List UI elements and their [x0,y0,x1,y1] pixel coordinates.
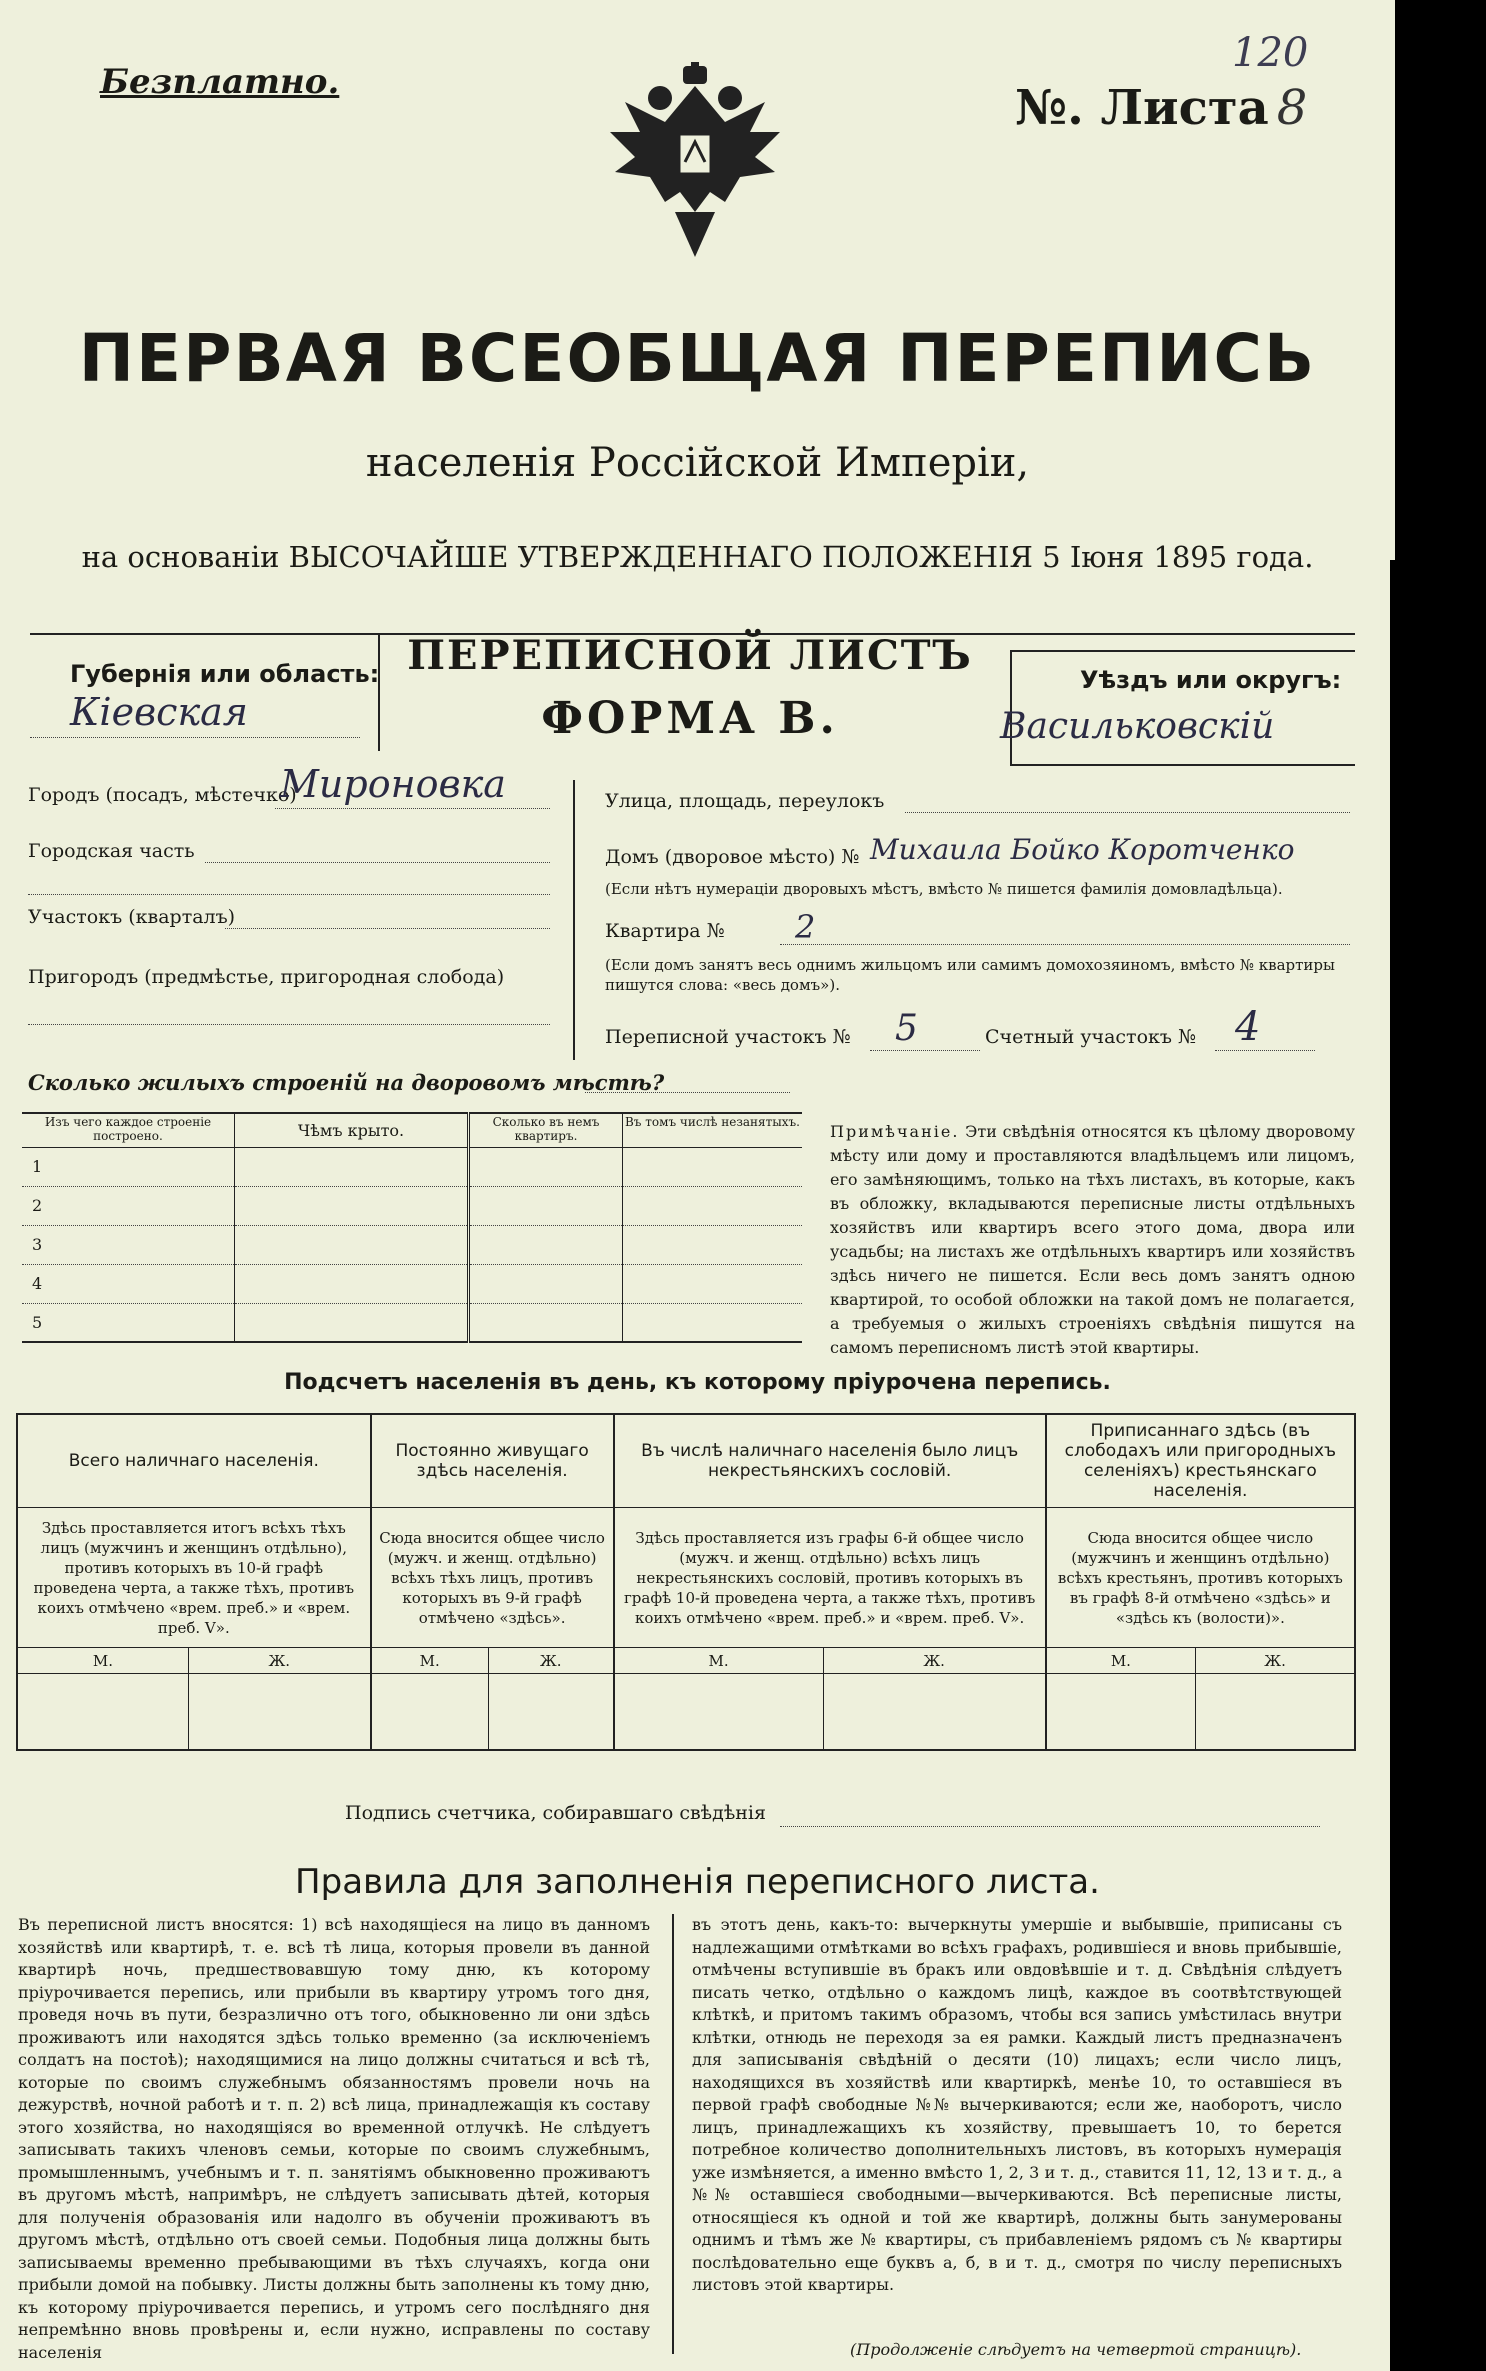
census-precinct-line [870,1050,980,1051]
city-part-label: Городская часть [28,840,195,862]
buildings-table [22,1112,802,1343]
signature-label: Подпись счетчика, собиравшаго свѣдѣнія [345,1802,766,1824]
rules-right-column: въ этотъ день, какъ-то: вычеркнуты умершіе и выбывшіе, приписаны съ надлежащими отмѣтками во всѣхъ графахъ, родившіеся и вновь прибывшіе, отмѣчены вступившіе въ бракъ или овдовѣвшіе и т. д. Свѣдѣнія слѣдуетъ писать четко, отдѣльно о каждомъ лицѣ, каждое въ соотвѣтствующей клѣткѣ, и притомъ такимъ образомъ, чтобы вся запись умѣстилась внутри клѣтки, отнюдь не переходя за ея рамки. Каждый листъ предназначенъ для записыванія свѣдѣній о десяти (10) лицахъ; если число лицъ, находящихся въ хозяйствѣ или квартиркѣ, менѣе 10, то оставшіеся въ первой графѣ свободные №№ вычеркиваются; если же, наоборотъ, число лицъ, принадлежащихъ къ хозяйству, превышаетъ 10, то берется потребное количество дополнительныхъ листовъ, въ которыхъ нумерація уже измѣняется, а именно вмѣсто 1, 2, 3 и т. д., ставится 11, 12, 13 и т. д., а №№ оставшіеся свободными—вычеркиваются. Всѣ переписные листы, относящіеся къ одной и той же квартирѣ, должны быть занумерованы однимъ и тѣмъ же № квартиры, съ прибавленіемъ рядомъ съ № квартиры послѣдовательно еще буквъ а, б, в и т. д., смотря по числу переписныхъ листовъ этой квартиры. [692,1915,1342,2294]
census-subtitle: населенія Россійской Имперіи, [365,440,1030,486]
buildings-row-number: 1 [22,1147,235,1186]
sheet-number [1015,80,1307,136]
census-title: ПЕРВАЯ ВСЕОБЩАЯ ПЕРЕПИСЬ [78,320,1317,397]
female-label: Ж. [188,1648,370,1674]
pop-col-nonpeasant-body: Здѣсь проставляется изъ графы 6-й общее число (мужч. и женщ. отдѣльно) всѣхъ лицъ некрестьянскихъ сословій, противъ которыхъ въ графѣ 10-й проведена черта, а также тѣхъ, противъ коихъ отмѣчено «врем. преб.» и «врем. преб. V». [614,1508,1046,1648]
buildings-col-vacant: Въ томъ числѣ незанятыхъ. [624,1115,800,1129]
divider [672,1914,674,2354]
buildings-note [830,1120,1355,1360]
rules-continued: (Продолженіе слѣдуетъ на четвертой страницѣ). [850,2340,1302,2359]
female-label: Ж. [488,1648,613,1674]
female-label: Ж. [1264,1651,1286,1670]
precinct-line [225,928,550,929]
district-label: Уѣздъ или округъ: [1080,666,1342,694]
city-part-line [205,862,550,863]
province-line [30,737,360,738]
divider [1010,764,1355,766]
note-text: Эти свѣдѣнія относятся къ цѣлому дворовому мѣсту или дому и проставляются владѣльцемъ или лицомъ, его замѣняющимъ, только на тѣхъ листахъ, въ которые, какъ въ обложку, вкладываются переписные листы отдѣльныхъ хозяйствъ или квартиръ всего этого дома, двора или усадьбы; на листахъ же отдѣльныхъ квартиръ или хозяйствъ здѣсь ничего не пишется. Если весь домъ занятъ одною квартирой, то особой обложки на такой домъ не полагается, а требуемыя о жилыхъ строеніяхъ свѣдѣнія пишутся на самомъ переписномъ листѣ этой квартиры. [830,1122,1355,1357]
pop-col-peasant-title: Приписаннаго здѣсь (въ слободахъ или пригородныхъ селеніяхъ) крестьянскаго населенія. [1064,1421,1337,1501]
apartment-label: Квартира № [605,920,725,942]
count-precinct-label: Счетный участокъ № [985,1026,1196,1048]
divider [378,633,380,751]
blank-line [28,1024,550,1025]
buildings-row-number: 3 [22,1225,235,1264]
buildings-question-line [585,1092,790,1093]
rules-left-column: Въ переписной листъ вносятся: 1) всѣ находящіеся на лицо въ данномъ хозяйствѣ или квартирѣ, т. е. всѣ тѣ лица, которыя провели въ данной квартирѣ ночь, предшествовавшую тому дню, къ которому пріурочивается перепись, или прибыли въ квартиру утромъ того дня, проведя ночь въ пути, безразлично отъ того, обыкновенно ли они здѣсь проживаютъ или находятся здѣсь только временно (за исключеніемъ солдатъ на постоѣ); находящимися на лицо должны считаться и всѣ тѣ, которые по своимъ служебнымъ обязанностямъ провели ночь на дежурствѣ, ночной работѣ и т. п. 2) всѣ лица, принадлежащія къ составу этого хозяйства, но находящіяся во временной отлучкѣ. Не слѣдуетъ записывать такихъ членовъ семьи, которые по своимъ служебнымъ, промышленнымъ, учебнымъ и т. п. занятіямъ обыкновенно проживаютъ въ другомъ мѣстѣ, напримѣръ, не слѣдуетъ записывать дѣтей, которыя для полученія образованія или надолго въ обученіи проживаютъ въ другомъ мѣстѣ, отдѣльно отъ своей семьи. Подобныя лица должны быть записываемы временно пребывающими въ тѣхъ случаяхъ, когда они прибыли домой на побывку. Листы должны быть заполнены къ тому дню, къ которому пріурочивается перепись, и утромъ сего послѣдняго дня непремѣнно вновь провѣрены и, если нужно, исправлены по составу населенія [18,1915,650,2362]
form-code: ФОРМА В. [541,693,839,744]
precinct-label: Участокъ (кварталъ) [28,906,236,928]
house-label: Домъ (дворовое мѣсто) № [605,846,860,868]
pop-col-present-title: Всего наличнаго населенія. [17,1414,371,1508]
street-label: Улица, площадь, переулокъ [605,790,885,812]
district-value: Васильковскій [1000,706,1275,747]
house-note: (Если нѣтъ нумераціи дворовыхъ мѣстъ, вмѣсто № пишется фамилія домовладѣльца). [605,880,1283,898]
torn-edge-shadow [1390,560,1486,2371]
city-value: Мироновка [280,762,506,806]
note-heading: Примѣчаніе. [830,1122,960,1141]
divider [573,780,575,1060]
blank-line [28,894,550,895]
sheet-number-label: №. Листа [1015,80,1269,136]
city-label: Городъ (посадъ, мѣстечко) [28,784,297,806]
page-number-handwritten: 120 [1232,30,1309,76]
population-table [16,1413,1356,1751]
form-title: ПЕРЕПИСНОЙ ЛИСТЪ [407,632,973,679]
buildings-col-apartments: Сколько въ немъ квартиръ. [469,1113,623,1147]
city-line [275,808,550,809]
census-precinct-value: 5 [895,1008,918,1049]
street-line [905,812,1350,813]
apartment-value: 2 [795,908,816,946]
pop-col-nonpeasant-title: Въ числѣ наличнаго населенія было лицъ некрестьянскихъ сословій. [614,1414,1046,1508]
count-precinct-value: 4 [1235,1004,1261,1050]
count-precinct-line [1215,1050,1315,1051]
male-label: М. [1046,1648,1196,1674]
suburb-label: Пригородъ (предмѣстье, пригородная слобода) [28,966,505,988]
sheet-number-value: 8 [1276,80,1308,136]
pop-col-permanent-body: Сюда вносится общее число (мужч. и женщ. отдѣльно) всѣхъ тѣхъ лицъ, противъ которыхъ въ 9-й графѣ отмѣчено «здѣсь». [371,1508,614,1648]
buildings-row-number: 2 [22,1186,235,1225]
signature-line [780,1826,1320,1827]
buildings-row-number: 4 [22,1264,235,1303]
pop-col-present-body: Здѣсь проставляется итогъ всѣхъ тѣхъ лицъ (мужчинъ и женщинъ отдѣльно), противъ которыхъ въ 10-й графѣ проведена черта, а также тѣхъ, противъ коихъ отмѣчено «врем. преб.» и «врем. преб. V». [17,1508,371,1648]
free-label: Безплатно. [100,62,340,102]
male-label: М. [371,1648,489,1674]
pop-col-permanent-title: Постоянно живущаго здѣсь населенія. [371,1414,614,1508]
population-heading: Подсчетъ населенія въ день, къ которому пріурочена перепись. [284,1370,1111,1395]
rules-title: Правила для заполненія переписного листа. [295,1862,1100,1902]
province-value: Кіевская [70,690,248,734]
house-value: Михаила Бойко Коротченко [870,833,1295,866]
buildings-row-number: 5 [22,1303,235,1342]
buildings-question: Сколько жилыхъ строеній на дворовомъ мѣстѣ? [28,1070,665,1095]
divider [1010,650,1355,652]
pop-col-peasant-body: Сюда вносится общее число (мужчинъ и женщинъ отдѣльно) всѣхъ крестьянъ, противъ которыхъ въ графѣ 8-й отмѣчено «здѣсь» и «здѣсь къ (волости)». [1057,1528,1343,1627]
province-label: Губернія или область: [70,660,380,688]
imperial-eagle-emblem [605,62,785,262]
male-label: М. [17,1648,188,1674]
apartment-line [780,944,1350,945]
census-precinct-label: Переписной участокъ № [605,1026,851,1048]
male-label: М. [614,1648,823,1674]
buildings-col-material: Изъ чего каждое строеніе построено. [22,1113,235,1147]
apartment-note: (Если домъ занятъ весь однимъ жильцомъ или самимъ домохозяиномъ, вмѣсто № квартиры пишутся слова: «весь домъ»). [605,956,1335,994]
census-basis: на основаніи ВЫСОЧАЙШЕ УТВЕРЖДЕННАГО ПОЛОЖЕНІЯ 5 Іюня 1895 года. [81,540,1314,574]
buildings-col-roof: Чѣмъ крыто. [235,1113,469,1147]
female-label: Ж. [823,1648,1046,1674]
